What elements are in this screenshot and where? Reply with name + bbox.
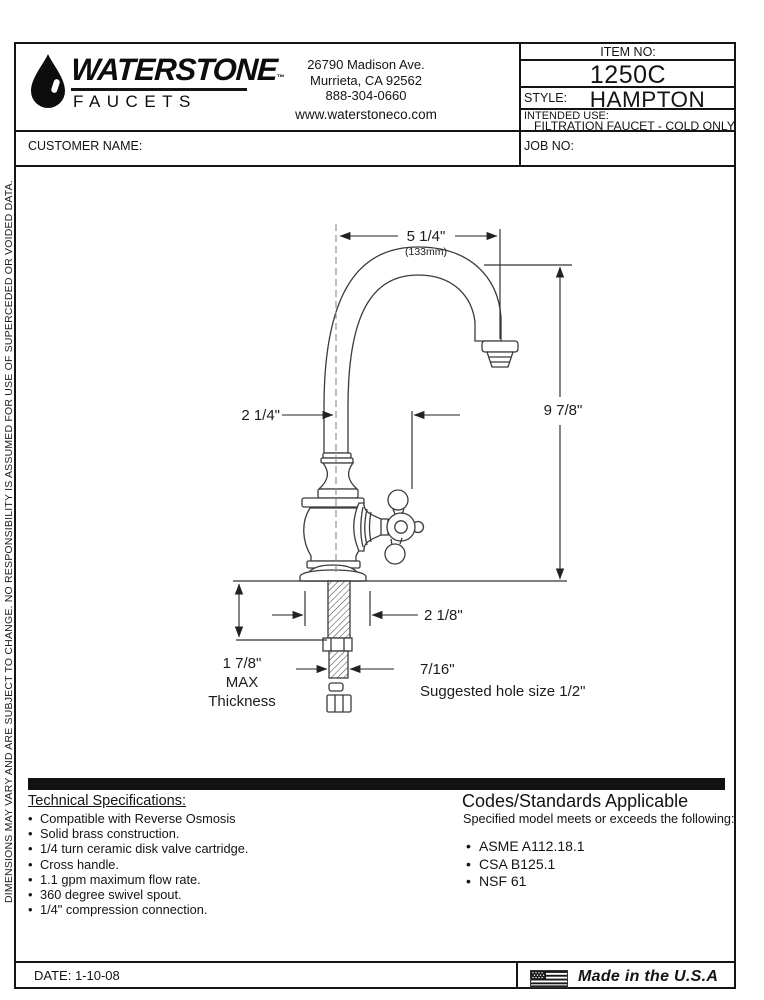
date-label: DATE:: [34, 968, 72, 983]
date-value: 1-10-08: [74, 968, 120, 983]
job-no-label: JOB NO:: [524, 139, 575, 153]
spec-item: • Cross handle.: [28, 857, 428, 872]
dimension-lines: [239, 236, 560, 669]
spec-item: • Compatible with Reverse Osmosis: [28, 811, 428, 826]
company-address: [260, 57, 472, 104]
item-no-label: ITEM NO:: [600, 45, 656, 59]
hole-size-note: Suggested hole size 1/2": [420, 683, 586, 700]
intended-use-value: FILTRATION FAUCET - COLD ONLY: [534, 119, 735, 133]
footer-divider-line: [14, 961, 735, 963]
us-flag-icon: [530, 970, 568, 988]
dim-spout-reach-mm: (133mm): [404, 246, 448, 258]
trademark-symbol: ™: [276, 73, 285, 82]
brand-wordmark: WATERSTONE™: [70, 52, 285, 87]
brand-underline: [71, 88, 247, 91]
made-in-usa-label: Made in the U.S.A: [578, 968, 719, 985]
specs-title: Technical Specifications:: [28, 793, 186, 809]
footer-vertical-divider: [516, 961, 518, 988]
spec-item: • 1/4 turn ceramic disk valve cartridge.: [28, 841, 428, 856]
spec-item: • Solid brass construction.: [28, 826, 428, 841]
codes-subtitle: Specified model meets or exceeds the following:: [463, 812, 735, 826]
spec-item: • 1.1 gpm maximum flow rate.: [28, 872, 428, 887]
code-item: • NSF 61: [466, 873, 726, 891]
address-line: Murrieta, CA 92562: [309, 72, 422, 88]
address-line: 26790 Madison Ave.: [307, 57, 425, 72]
reference-lines: [233, 229, 572, 640]
brand-sub-wordmark: FAUCETS: [73, 92, 197, 111]
code-item: • ASME A112.18.1: [466, 838, 726, 856]
dim-max-thickness-1: 1 7/8": [222, 655, 262, 672]
company-website: www.waterstoneco.com: [295, 107, 437, 122]
faucet-outline: [300, 247, 518, 712]
address-line: 888-304-0660: [325, 88, 407, 103]
dim-max-thickness-3: Thickness: [208, 693, 276, 710]
side-disclaimer-note: DIMENSIONS MAY VARY AND ARE SUBJECT TO CHANGE. NO RESPONSIBILITY IS ASSUMED FOR USE OF SUPERCEDED OR VOIDED DATA.: [3, 180, 15, 903]
dim-spout-reach: 5 1/4": [406, 228, 446, 245]
intended-use-label: INTENDED USE:: [524, 110, 609, 122]
item-no-value: 1250C: [589, 61, 667, 89]
specs-list: [28, 811, 428, 917]
section-divider-bar: [28, 778, 725, 790]
spec-item: • 360 degree swivel spout.: [28, 887, 428, 902]
codes-list: [466, 838, 726, 891]
water-drop-icon: [28, 53, 68, 109]
style-value: HAMPTON: [589, 87, 706, 112]
dim-handle-offset: 2 1/4": [241, 407, 280, 424]
spec-item: • 1/4" compression connection.: [28, 902, 428, 917]
dim-max-thickness-2: MAX: [225, 674, 259, 691]
dim-overall-height: 9 7/8": [543, 402, 583, 419]
dim-base-width: 2 1/8": [424, 607, 463, 624]
code-item: • CSA B125.1: [466, 856, 726, 874]
faucet-technical-drawing: [14, 167, 737, 778]
style-label: STYLE:: [524, 91, 568, 105]
date-field: [34, 968, 120, 983]
customer-name-label: CUSTOMER NAME:: [28, 139, 143, 153]
dim-shank-diameter: 7/16": [420, 661, 455, 678]
codes-title: Codes/Standards Applicable: [462, 791, 689, 811]
